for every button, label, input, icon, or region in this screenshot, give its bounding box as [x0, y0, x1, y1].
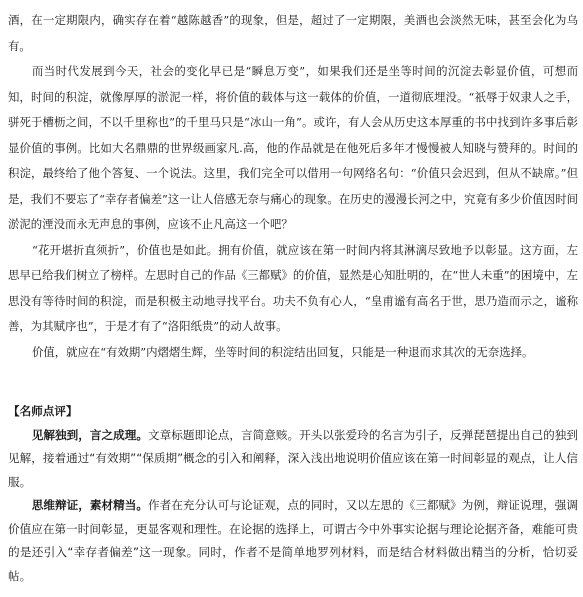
review-point-2-title: 思维辩证，素材精当。: [31, 498, 148, 512]
review-paragraph-2: [8, 494, 578, 588]
essay-paragraph-4: 价值，就应在“有效期”内熠熠生辉，坐等时间的积淀结出回复，只能是一种退而求其次的无奈选择。: [31, 344, 534, 359]
review-heading: 【名师点评】: [8, 404, 78, 418]
review-point-1-title: 见解独到，言之成理。: [31, 427, 148, 442]
review-point-1-text: 文章标题即论点，言简意赅。开头以张爱玲的名言为引子，反弹琵琶提出自己的独到见解，接着通过“有效期”“保质期”概念的引入和阐释，深入浅出地说明价值应该在第一时间彰显的观点，让人信服。: [8, 427, 578, 489]
essay-body: [8, 8, 578, 365]
essay-paragraph-2: 而当时代发展到今天，社会的变化早已是“瞬息万变”，如果我们还是坐等时间的沉淀去彰显价值，可想而知，时间的积淀，就像厚厚的淤泥一样，将价值的载体与这一载体的价值，一道彻底埋没。“祇辱于奴隶人之手，骈死于槽枥之间，不以千里称也”的千里马只是“冰山一角”。或许，有人会从历史这本厚重的书中找到许多事后彰显价值的事例。比如大名鼎鼎的世界级画家凡.高，他的作品就是在他死后多年才慢慢被人知晓与赞拜的。时间的积淀，最终给了他个答复、一个说法。这里，我们完全可以借用一句网络名句：“价值只会迟到，但从不缺席。”但是，我们不要忘了“幸存者偏差”这一让人倍感无奈与痛心的现象。在历史的漫漫长河之中，究竟有多少价值因时间淤泥的湮没而永无声息的事例，应该不止凡高这一个吧？: [8, 64, 578, 231]
essay-paragraph-3: “花开堪折直须折”，价值也是如此。拥有价值，就应该在第一时间内将其淋漓尽致地予以彰显。这方面，左思早已给我们树立了榜样。左思时自己的作品《三都赋》的价值，显然是心知肚明的，在“世人未重”的困境中，左思没有等待时间的积淀，而是积极主动地寻找平台。功夫不负有心人，“皇甫谧有高名于世，思乃造而示之，谧称善，为其赋序也”，于是才有了“洛阳纸贵”的动人故事。: [8, 242, 578, 333]
teacher-review: [8, 400, 578, 588]
review-point-2-text: 作者在充分认可与论证观，点的同时，又以左思的《三都赋》为例，辩证说理，强调价值应在第一时间彰显，更显客观和理性。在论据的选择上，可谓古今中外事实论据与理论论据齐备，难能可贵的是还引入“幸存者偏差”这一现象。同时，作者不是简单地罗列材料，而是结合材料做出精当的分析，恰切妥帖。: [8, 498, 578, 583]
review-paragraph-1: [8, 424, 578, 495]
essay-paragraph-1: 酒，在一定期限内，确实存在着“越陈越香”的现象，但是，超过了一定期限，美酒也会淡然无味，甚至会化为乌有。: [8, 13, 578, 53]
